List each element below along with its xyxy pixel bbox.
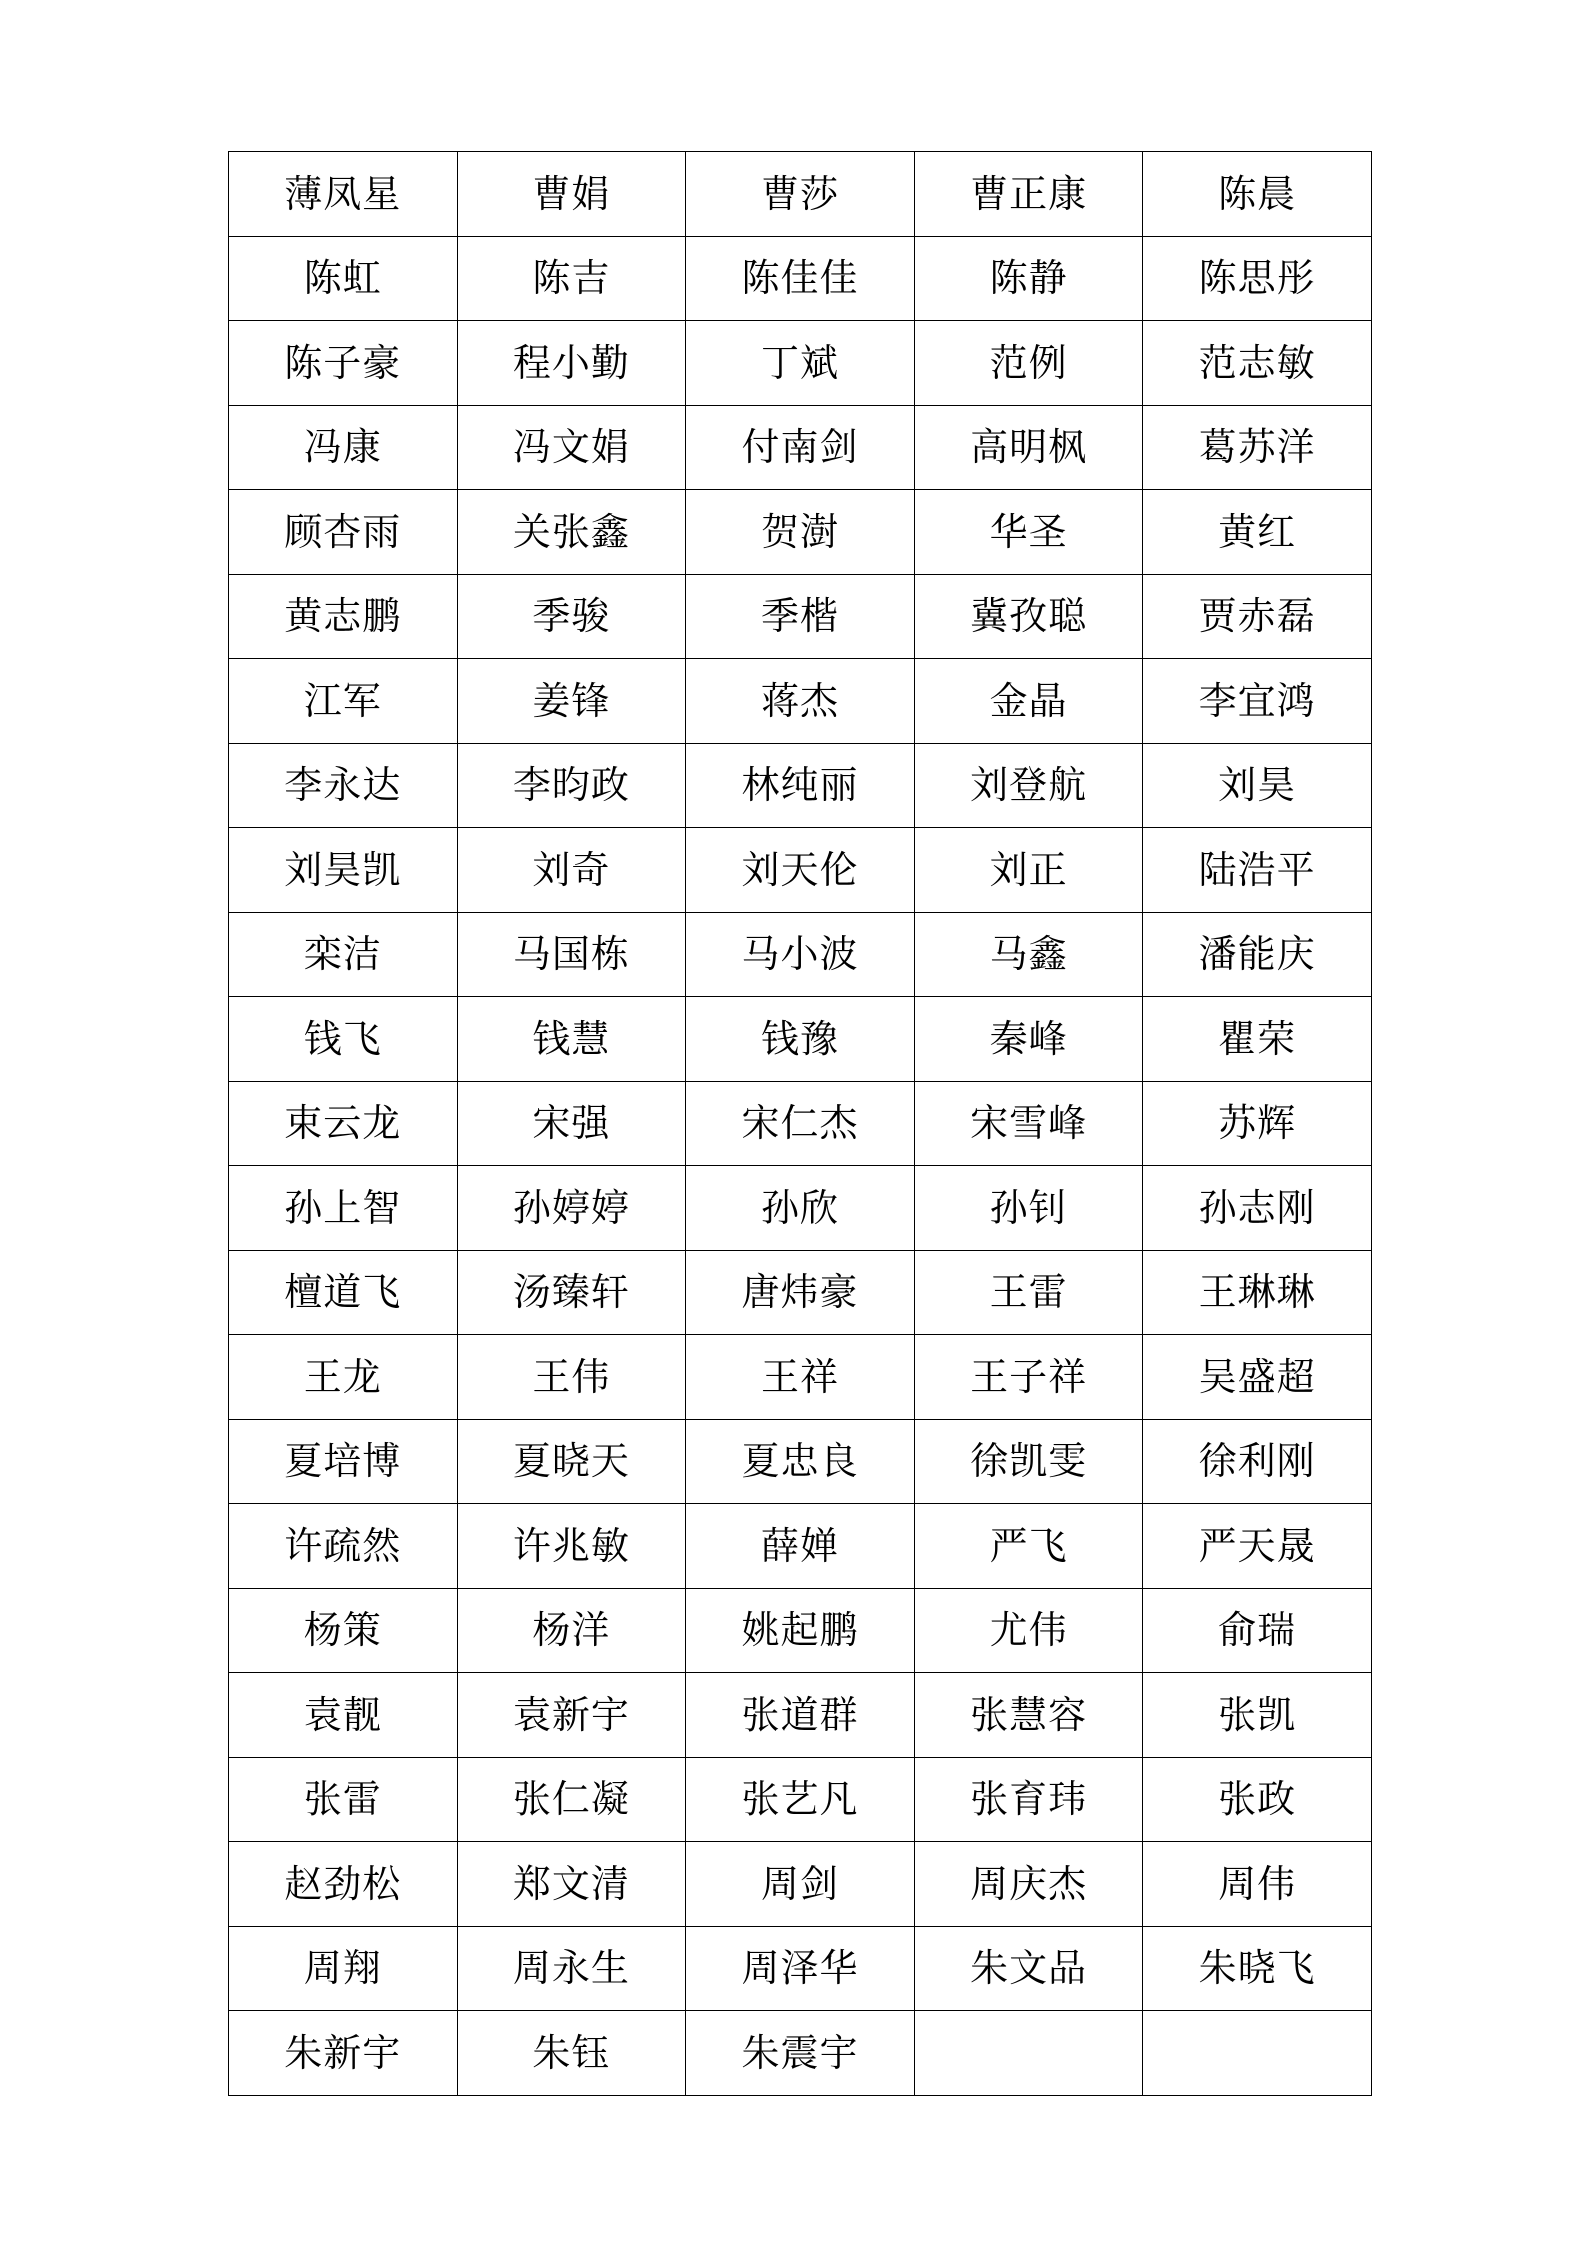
table-row bbox=[229, 405, 1372, 490]
name-cell: 宋仁杰 bbox=[686, 1081, 915, 1166]
name-cell: 高明枫 bbox=[914, 405, 1143, 490]
table-row bbox=[229, 490, 1372, 575]
name-cell: 王龙 bbox=[229, 1335, 458, 1420]
name-cell: 宋雪峰 bbox=[914, 1081, 1143, 1166]
name-cell: 冯文娟 bbox=[457, 405, 686, 490]
name-cell: 刘正 bbox=[914, 828, 1143, 913]
table-row bbox=[229, 321, 1372, 406]
name-cell: 张仁凝 bbox=[457, 1757, 686, 1842]
name-cell: 严飞 bbox=[914, 1504, 1143, 1589]
name-cell: 周永生 bbox=[457, 1926, 686, 2011]
name-cell: 夏忠良 bbox=[686, 1419, 915, 1504]
name-cell: 丁斌 bbox=[686, 321, 915, 406]
table-row bbox=[229, 1250, 1372, 1335]
table-row bbox=[229, 1419, 1372, 1504]
name-table bbox=[228, 151, 1372, 2096]
name-cell: 袁靓 bbox=[229, 1673, 458, 1758]
name-cell: 黄红 bbox=[1143, 490, 1372, 575]
name-cell: 俞瑞 bbox=[1143, 1588, 1372, 1673]
table-row bbox=[229, 1588, 1372, 1673]
name-cell: 张道群 bbox=[686, 1673, 915, 1758]
table-row bbox=[229, 236, 1372, 321]
name-cell: 贾赤磊 bbox=[1143, 574, 1372, 659]
name-cell: 林纯丽 bbox=[686, 743, 915, 828]
table-row bbox=[229, 152, 1372, 237]
name-cell: 杨洋 bbox=[457, 1588, 686, 1673]
table-row bbox=[229, 1926, 1372, 2011]
name-cell: 汤臻轩 bbox=[457, 1250, 686, 1335]
name-cell: 张育玮 bbox=[914, 1757, 1143, 1842]
name-cell: 黄志鹏 bbox=[229, 574, 458, 659]
name-cell: 曹娟 bbox=[457, 152, 686, 237]
name-cell: 张慧容 bbox=[914, 1673, 1143, 1758]
table-row bbox=[229, 1081, 1372, 1166]
name-cell: 陈虹 bbox=[229, 236, 458, 321]
name-cell: 孙婷婷 bbox=[457, 1166, 686, 1251]
name-cell: 马国栋 bbox=[457, 912, 686, 997]
name-cell: 陈晨 bbox=[1143, 152, 1372, 237]
name-cell: 徐凯雯 bbox=[914, 1419, 1143, 1504]
name-cell: 朱震宇 bbox=[686, 2011, 915, 2096]
table-row bbox=[229, 997, 1372, 1082]
name-cell: 秦峰 bbox=[914, 997, 1143, 1082]
name-cell: 曹正康 bbox=[914, 152, 1143, 237]
name-cell: 贺澍 bbox=[686, 490, 915, 575]
name-cell: 冀孜聪 bbox=[914, 574, 1143, 659]
name-cell: 季楷 bbox=[686, 574, 915, 659]
name-cell: 周泽华 bbox=[686, 1926, 915, 2011]
name-cell: 张雷 bbox=[229, 1757, 458, 1842]
name-cell: 李宜鸿 bbox=[1143, 659, 1372, 744]
name-cell: 孙上智 bbox=[229, 1166, 458, 1251]
table-row bbox=[229, 1166, 1372, 1251]
name-cell: 刘登航 bbox=[914, 743, 1143, 828]
name-cell: 周剑 bbox=[686, 1842, 915, 1927]
name-cell: 王雷 bbox=[914, 1250, 1143, 1335]
name-cell: 王子祥 bbox=[914, 1335, 1143, 1420]
name-cell: 周翔 bbox=[229, 1926, 458, 2011]
name-cell: 朱新宇 bbox=[229, 2011, 458, 2096]
name-cell: 范例 bbox=[914, 321, 1143, 406]
name-cell: 陈静 bbox=[914, 236, 1143, 321]
name-cell: 姚起鹏 bbox=[686, 1588, 915, 1673]
table-row bbox=[229, 1335, 1372, 1420]
name-cell: 赵劲松 bbox=[229, 1842, 458, 1927]
name-cell: 王祥 bbox=[686, 1335, 915, 1420]
table-row bbox=[229, 574, 1372, 659]
name-cell: 姜锋 bbox=[457, 659, 686, 744]
name-cell: 范志敏 bbox=[1143, 321, 1372, 406]
name-cell: 李永达 bbox=[229, 743, 458, 828]
name-cell: 尤伟 bbox=[914, 1588, 1143, 1673]
name-cell: 张艺凡 bbox=[686, 1757, 915, 1842]
name-cell: 朱钰 bbox=[457, 2011, 686, 2096]
name-cell: 刘天伦 bbox=[686, 828, 915, 913]
name-cell: 陈思彤 bbox=[1143, 236, 1372, 321]
table-row bbox=[229, 1504, 1372, 1589]
name-cell: 华圣 bbox=[914, 490, 1143, 575]
name-cell bbox=[1143, 2011, 1372, 2096]
name-cell: 刘昊凯 bbox=[229, 828, 458, 913]
name-cell: 程小勤 bbox=[457, 321, 686, 406]
name-cell: 孙欣 bbox=[686, 1166, 915, 1251]
name-cell: 栾洁 bbox=[229, 912, 458, 997]
name-cell: 钱飞 bbox=[229, 997, 458, 1082]
name-cell: 张凯 bbox=[1143, 1673, 1372, 1758]
name-cell: 王伟 bbox=[457, 1335, 686, 1420]
name-cell: 葛苏洋 bbox=[1143, 405, 1372, 490]
name-cell: 吴盛超 bbox=[1143, 1335, 1372, 1420]
name-cell bbox=[914, 2011, 1143, 2096]
name-cell: 朱晓飞 bbox=[1143, 1926, 1372, 2011]
name-cell: 薛婵 bbox=[686, 1504, 915, 1589]
name-cell: 季骏 bbox=[457, 574, 686, 659]
table-row bbox=[229, 743, 1372, 828]
table-row bbox=[229, 1673, 1372, 1758]
name-cell: 夏晓天 bbox=[457, 1419, 686, 1504]
table-row bbox=[229, 659, 1372, 744]
name-cell: 陈佳佳 bbox=[686, 236, 915, 321]
name-cell: 冯康 bbox=[229, 405, 458, 490]
name-cell: 宋强 bbox=[457, 1081, 686, 1166]
name-cell: 杨策 bbox=[229, 1588, 458, 1673]
name-cell: 张政 bbox=[1143, 1757, 1372, 1842]
name-cell: 唐炜豪 bbox=[686, 1250, 915, 1335]
name-cell: 刘昊 bbox=[1143, 743, 1372, 828]
name-cell: 夏培博 bbox=[229, 1419, 458, 1504]
table-row bbox=[229, 1757, 1372, 1842]
name-cell: 苏辉 bbox=[1143, 1081, 1372, 1166]
table-row bbox=[229, 828, 1372, 913]
name-cell: 周伟 bbox=[1143, 1842, 1372, 1927]
name-cell: 陈吉 bbox=[457, 236, 686, 321]
name-cell: 顾杏雨 bbox=[229, 490, 458, 575]
table-row bbox=[229, 1842, 1372, 1927]
name-cell: 徐利刚 bbox=[1143, 1419, 1372, 1504]
name-cell: 蒋杰 bbox=[686, 659, 915, 744]
name-cell: 李昀政 bbox=[457, 743, 686, 828]
name-cell: 薄凤星 bbox=[229, 152, 458, 237]
name-cell: 束云龙 bbox=[229, 1081, 458, 1166]
name-cell: 潘能庆 bbox=[1143, 912, 1372, 997]
name-cell: 朱文品 bbox=[914, 1926, 1143, 2011]
name-cell: 曹莎 bbox=[686, 152, 915, 237]
name-cell: 郑文清 bbox=[457, 1842, 686, 1927]
name-cell: 严天晟 bbox=[1143, 1504, 1372, 1589]
name-cell: 许疏然 bbox=[229, 1504, 458, 1589]
name-cell: 周庆杰 bbox=[914, 1842, 1143, 1927]
table-row bbox=[229, 912, 1372, 997]
name-cell: 刘奇 bbox=[457, 828, 686, 913]
table-row bbox=[229, 2011, 1372, 2096]
name-cell: 袁新宇 bbox=[457, 1673, 686, 1758]
name-cell: 金晶 bbox=[914, 659, 1143, 744]
name-cell: 钱豫 bbox=[686, 997, 915, 1082]
name-cell: 马鑫 bbox=[914, 912, 1143, 997]
name-cell: 付南剑 bbox=[686, 405, 915, 490]
name-table-body bbox=[229, 152, 1372, 2096]
name-cell: 钱慧 bbox=[457, 997, 686, 1082]
name-cell: 许兆敏 bbox=[457, 1504, 686, 1589]
name-cell: 孙志刚 bbox=[1143, 1166, 1372, 1251]
name-cell: 关张鑫 bbox=[457, 490, 686, 575]
name-cell: 马小波 bbox=[686, 912, 915, 997]
name-cell: 孙钊 bbox=[914, 1166, 1143, 1251]
name-cell: 陈子豪 bbox=[229, 321, 458, 406]
name-cell: 瞿荣 bbox=[1143, 997, 1372, 1082]
name-cell: 王琳琳 bbox=[1143, 1250, 1372, 1335]
name-cell: 檀道飞 bbox=[229, 1250, 458, 1335]
name-cell: 陆浩平 bbox=[1143, 828, 1372, 913]
name-cell: 江军 bbox=[229, 659, 458, 744]
